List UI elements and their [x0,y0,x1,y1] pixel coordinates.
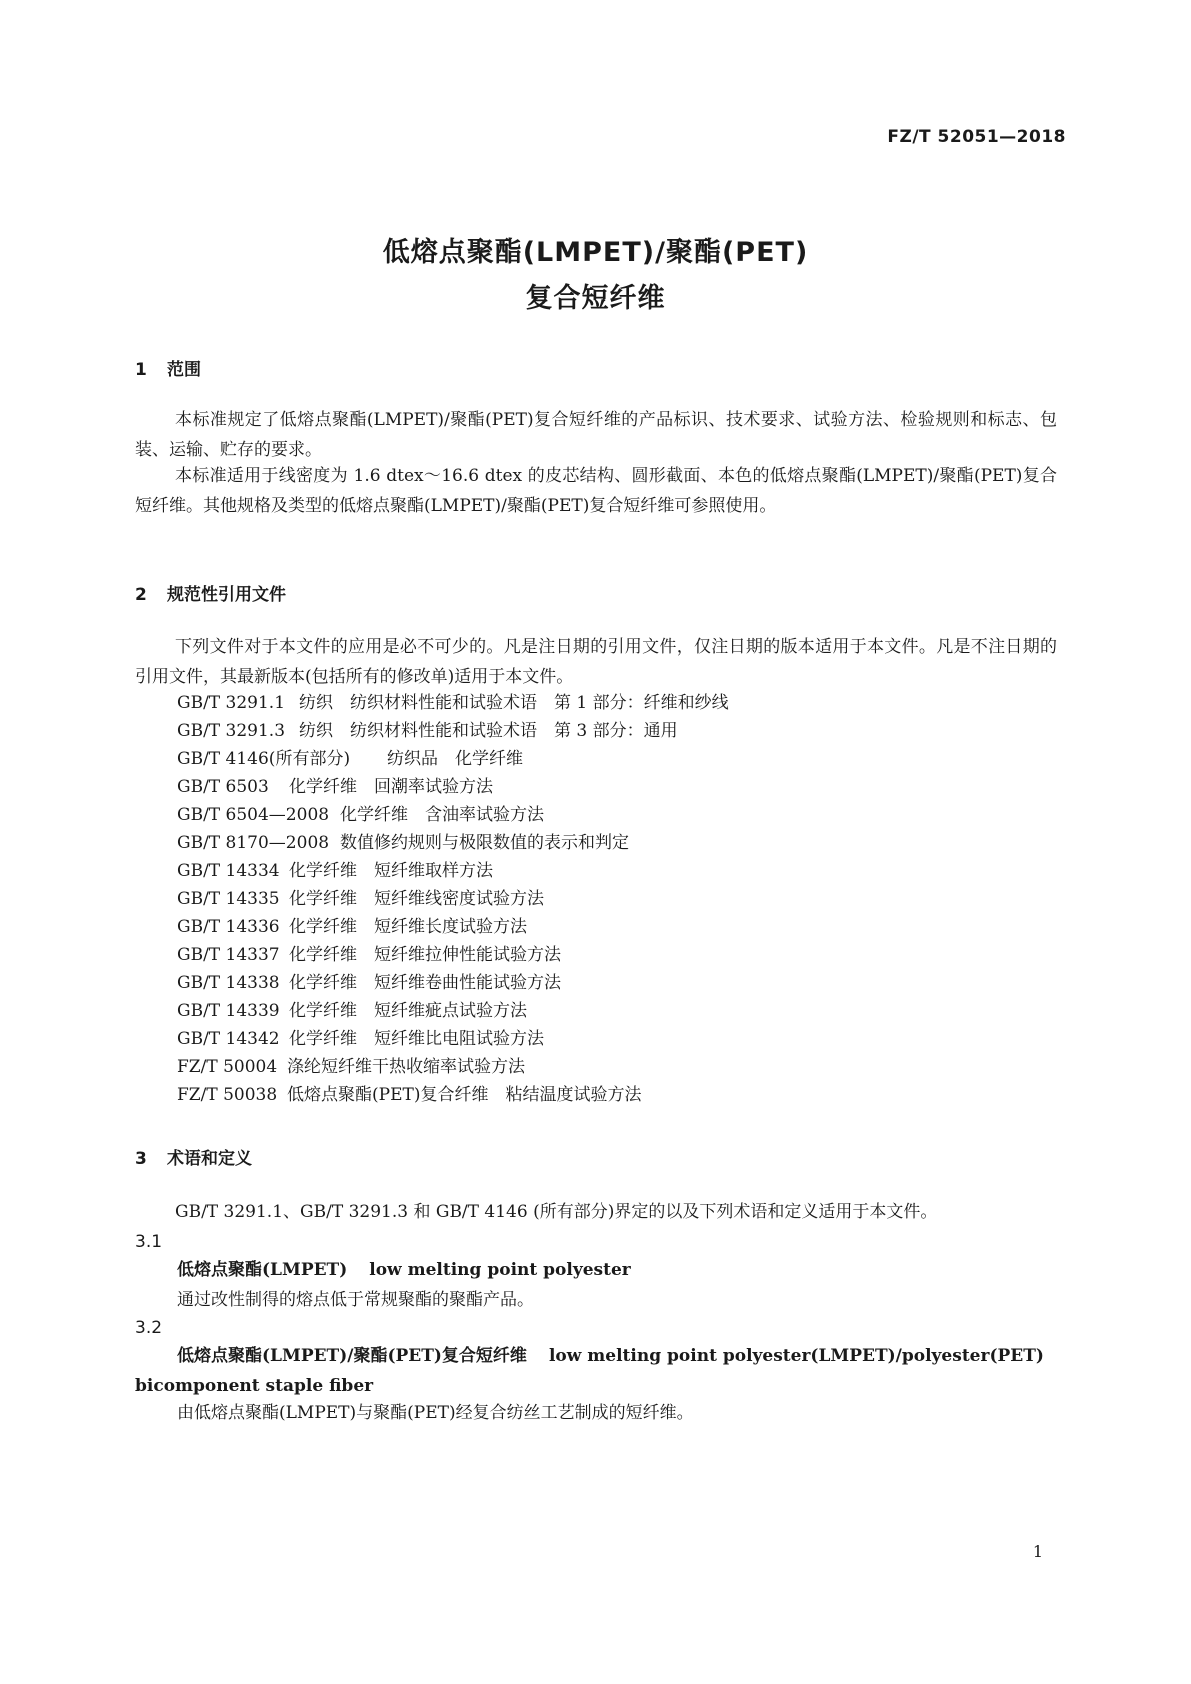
reference-item [177,744,523,774]
section-number: 2 [135,585,147,605]
term-heading [135,1255,1057,1285]
reference-item [177,828,629,858]
reference-title: 化学纤维 短纤维线密度试验方法 [289,889,544,909]
document-title-line-1: 低熔点聚酯(LMPET)/聚酯(PET) [382,237,809,268]
reference-item [177,884,544,914]
standard-number: FZ/T 52051—2018 [887,127,1066,147]
term-number: 3.1 [135,1232,163,1252]
term-english: low melting point polyester(LMPET)/polyester(PET) bicomponent staple fiber [135,1346,1044,1396]
reference-code: GB/T 14337 [177,945,280,965]
term-definition: 由低熔点聚酯(LMPET)与聚酯(PET)经复合纺丝工艺制成的短纤维。 [177,1403,694,1423]
reference-item [177,856,493,886]
term-chinese: 低熔点聚酯(LMPET) [177,1260,348,1280]
reference-code: GB/T 3291.1 [177,693,286,713]
section-2-intro: 下列文件对于本文件的应用是必不可少的。凡是注日期的引用文件，仅注日期的版本适用于本文件。凡是不注日期的引用文件，其最新版本(包括所有的修改单)适用于本文件。 [135,637,1057,687]
reference-title: 纺织 纺织材料性能和试验术语 第 1 部分：纤维和纱线 [299,693,729,713]
section-title: 术语和定义 [167,1149,252,1169]
reference-title: 化学纤维 短纤维比电阻试验方法 [289,1029,544,1049]
term-number: 3.2 [135,1318,163,1338]
section-1-heading [135,355,201,380]
reference-item [177,1024,544,1054]
reference-title: 化学纤维 短纤维取样方法 [289,861,493,881]
reference-title: 数值修约规则与极限数值的表示和判定 [340,833,629,853]
reference-code: GB/T 14336 [177,917,280,937]
page-number: 1 [1032,1542,1043,1561]
reference-code: GB/T 14334 [177,861,280,881]
reference-code: FZ/T 50038 [177,1085,278,1105]
section-2-heading [135,580,286,605]
reference-item [177,940,561,970]
reference-item [177,772,493,802]
section-number: 3 [135,1149,147,1169]
reference-item [177,688,729,718]
reference-item [177,968,561,998]
document-title-line-2: 复合短纤维 [525,283,666,314]
term-english: low melting point polyester [369,1260,631,1280]
reference-title: 化学纤维 回潮率试验方法 [289,777,493,797]
term-heading [135,1341,1057,1401]
reference-title: 低熔点聚酯(PET)复合纤维 粘结温度试验方法 [287,1085,642,1105]
section-3-intro: GB/T 3291.1、GB/T 3291.3 和 GB/T 4146 (所有部分)界定的以及下列术语和定义适用于本文件。 [175,1202,938,1222]
section-number: 1 [135,360,147,380]
section-1-paragraph-1: 本标准规定了低熔点聚酯(LMPET)/聚酯(PET)复合短纤维的产品标识、技术要求、试验方法、检验规则和标志、包装、运输、贮存的要求。 [135,410,1057,460]
section-title: 规范性引用文件 [167,585,286,605]
reference-item [177,800,544,830]
reference-item [177,716,678,746]
term-definition: 通过改性制得的熔点低于常规聚酯的聚酯产品。 [177,1290,534,1310]
reference-code: GB/T 6504—2008 [177,805,330,825]
reference-title: 化学纤维 短纤维长度试验方法 [289,917,527,937]
reference-code: FZ/T 50004 [177,1057,278,1077]
section-1-paragraph-2: 本标准适用于线密度为 1.6 dtex～16.6 dtex 的皮芯结构、圆形截面、本色的低熔点聚酯(LMPET)/聚酯(PET)复合短纤维。其他规格及类型的低熔点聚酯(LMPET)/聚酯(PET)复合短纤维可参照使用。 [135,466,1057,516]
reference-item [177,912,527,942]
reference-code: GB/T 8170—2008 [177,833,330,853]
reference-title: 纺织 纺织材料性能和试验术语 第 3 部分：通用 [299,721,678,741]
reference-item [177,996,527,1026]
reference-code: GB/T 14338 [177,973,280,993]
reference-code: GB/T 14339 [177,1001,280,1021]
reference-item [177,1052,525,1082]
section-3-heading [135,1144,252,1169]
reference-code: GB/T 14342 [177,1029,280,1049]
reference-code: GB/T 14335 [177,889,280,909]
section-title: 范围 [167,360,201,380]
reference-title: 涤纶短纤维干热收缩率试验方法 [287,1057,525,1077]
reference-title: 化学纤维 短纤维拉伸性能试验方法 [289,945,561,965]
reference-title: 化学纤维 短纤维疵点试验方法 [289,1001,527,1021]
reference-code: GB/T 4146(所有部分) [177,749,351,769]
reference-title: 化学纤维 含油率试验方法 [340,805,544,825]
reference-title: 纺织品 化学纤维 [387,749,523,769]
term-chinese: 低熔点聚酯(LMPET)/聚酯(PET)复合短纤维 [177,1346,527,1366]
reference-item [177,1080,641,1110]
reference-title: 化学纤维 短纤维卷曲性能试验方法 [289,973,561,993]
reference-code: GB/T 6503 [177,777,269,797]
reference-code: GB/T 3291.3 [177,721,286,741]
